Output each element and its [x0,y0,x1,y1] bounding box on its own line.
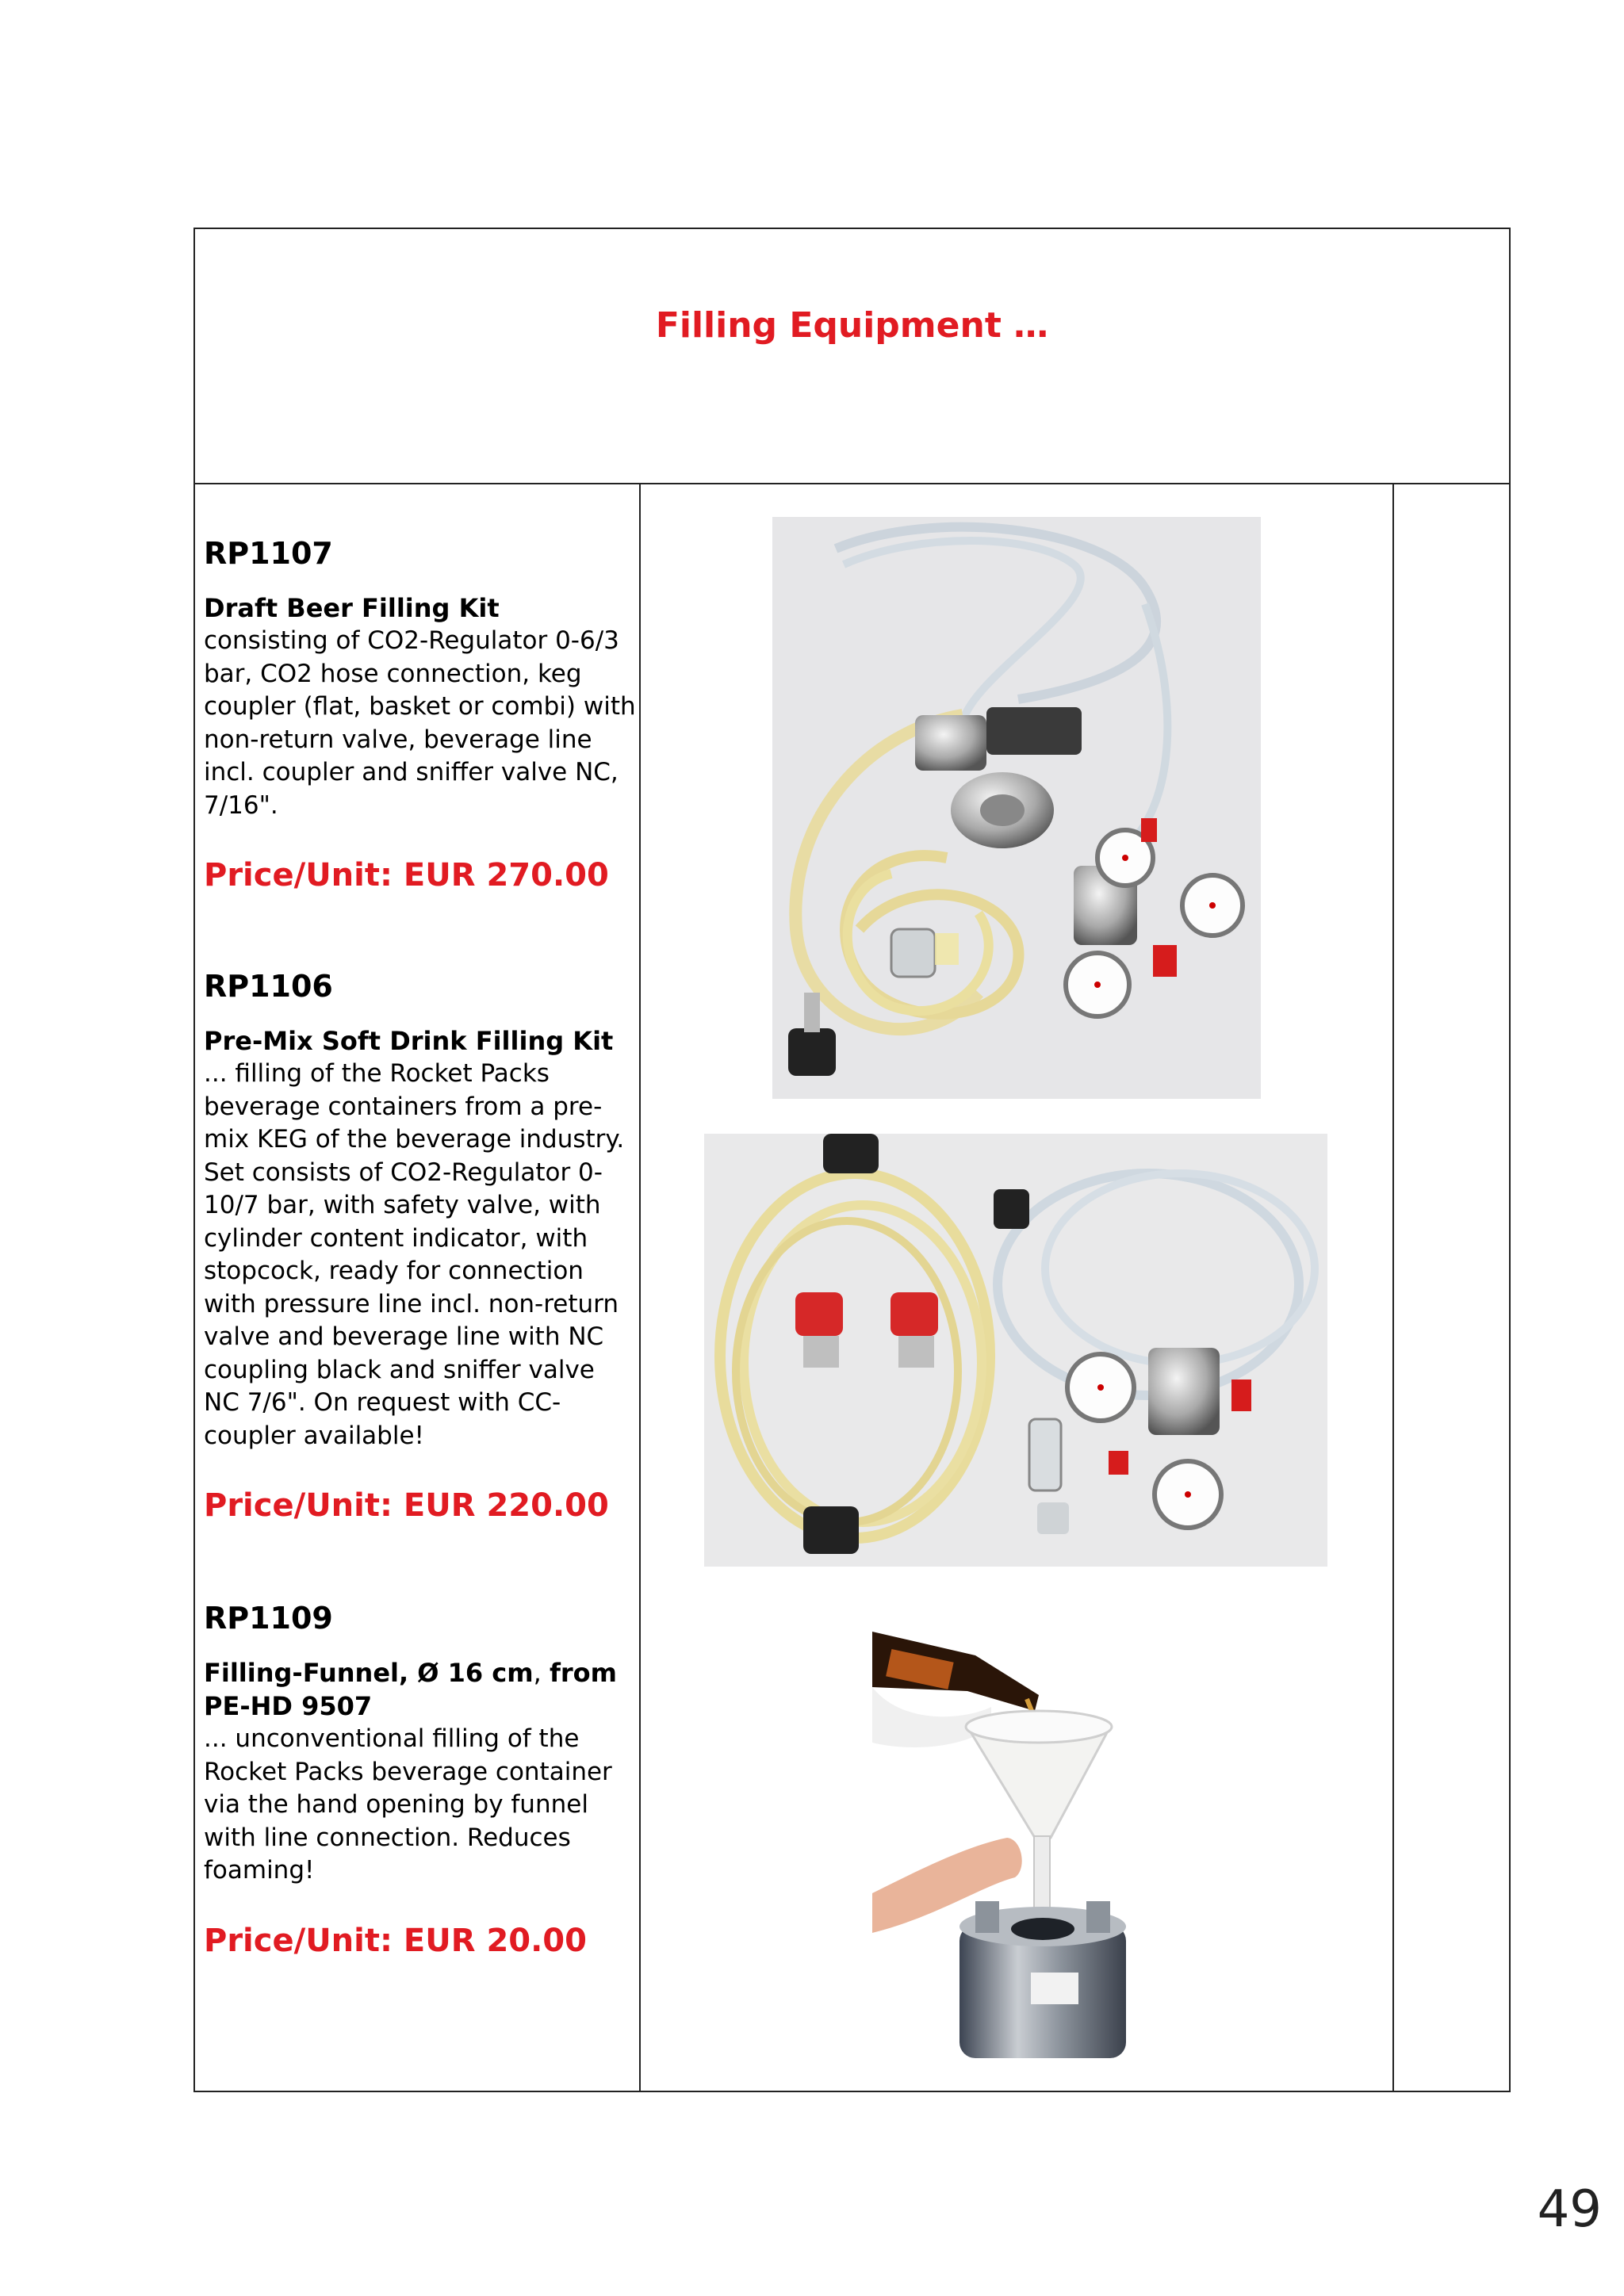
draft-beer-kit-photo [772,517,1261,1099]
product-name-part: from PE-HD 9507 [204,1658,617,1721]
header-box [193,228,1511,484]
page-title: Filling Equipment … [655,305,1049,346]
product-rp1107 [204,536,636,894]
product-price: Price/Unit: EUR 220.00 [204,1487,609,1524]
product-description: consisting of CO2-Regulator 0-6/3 bar, CO2 hose connection, keg coupler (flat, basket or combi) with non-return valve, beverage line incl. coupler and sniffer valve NC, 7/16". [204,626,636,820]
premix-kit-photo [704,1134,1327,1567]
product-price: Price/Unit: EUR 20.00 [204,1922,587,1959]
product-name-separator: , [533,1658,550,1688]
funnel-photo [872,1632,1158,2058]
product-code: RP1107 [204,536,333,571]
product-code: RP1109 [204,1601,333,1636]
product-name: Draft Beer Filling Kit [204,593,500,623]
product-name: Pre-Mix Soft Drink Filling Kit [204,1026,614,1056]
product-price: Price/Unit: EUR 270.00 [204,857,609,894]
product-name [204,1656,636,1723]
product-code: RP1106 [204,969,333,1004]
product-rp1106 [204,969,636,1524]
page-number: 49 [1537,2180,1602,2239]
product-name-part: Filling-Funnel, Ø 16 cm [204,1658,534,1688]
product-description: ... unconventional filling of the Rocket Packs beverage container via the hand opening by funnel with line connection. Reduces foaming! [204,1724,612,1885]
product-rp1109 [204,1601,636,1959]
empty-column [1392,483,1511,2092]
product-description: ... filling of the Rocket Packs beverage containers from a pre-mix KEG of the beverage industry. Set consists of CO2-Regulator 0-10/7 bar, with safety valve, with cylinder content indicator, with stopcock, ready for connection with pressure line incl. non-return valve and beverage line with NC coupling black and sniffer valve NC 7/6". On request with CC-coupler available! [204,1059,625,1450]
